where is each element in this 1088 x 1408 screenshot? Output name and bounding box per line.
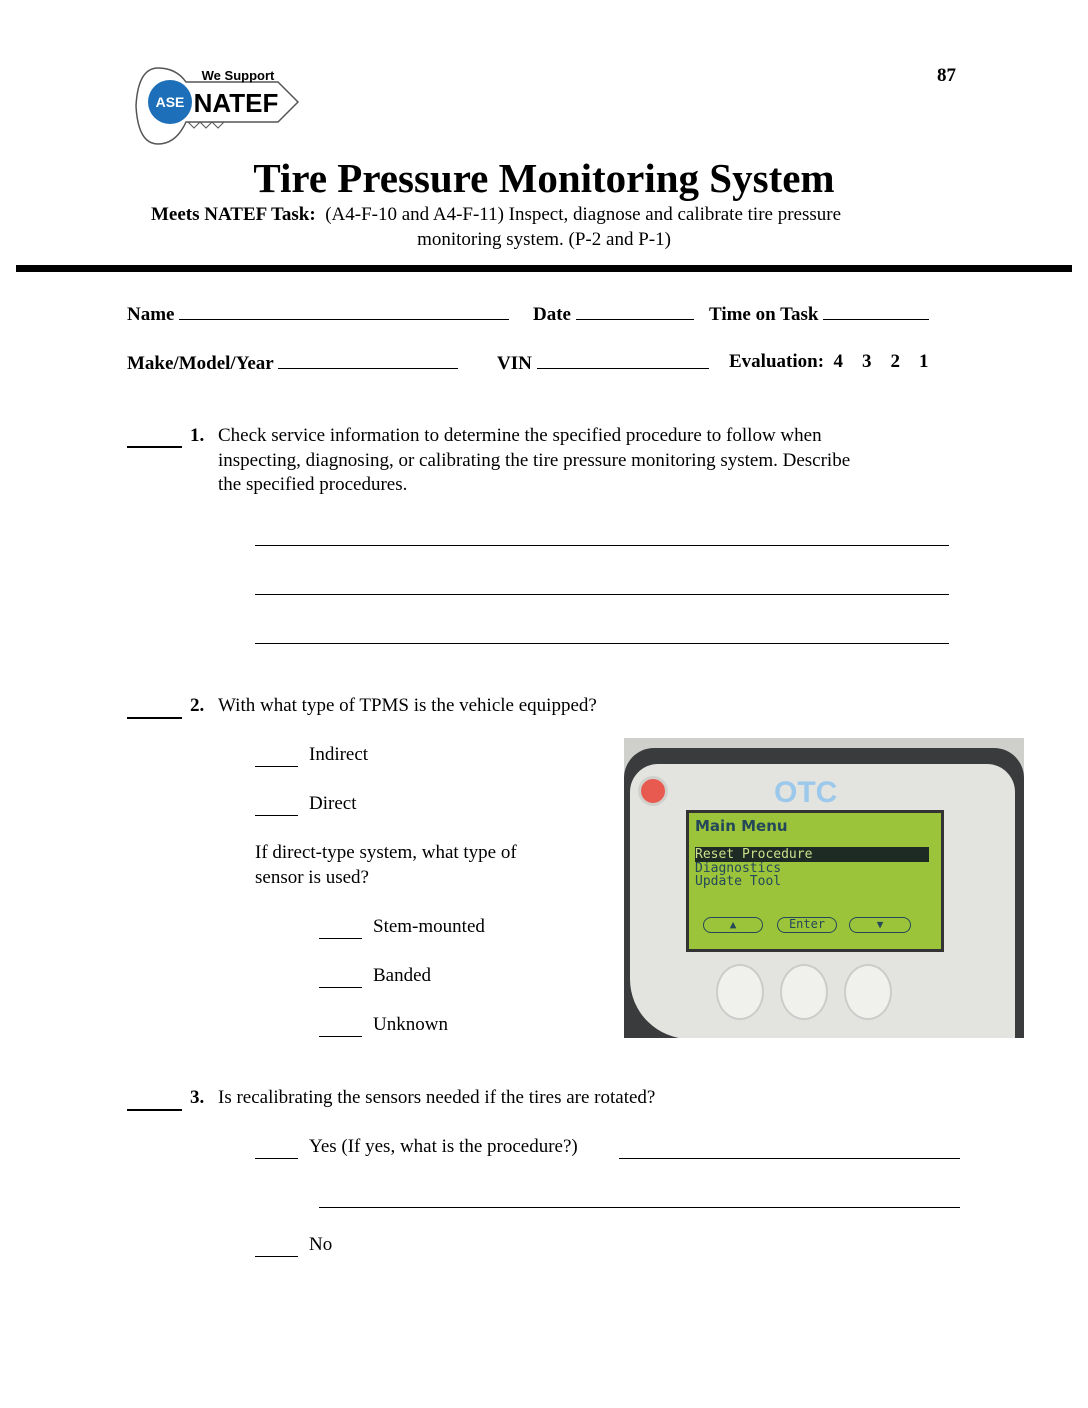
score-4[interactable]: 4: [833, 351, 844, 372]
vin-label: VIN: [497, 353, 532, 374]
q1-check-blank[interactable]: [127, 446, 182, 448]
make-label: Make/Model/Year: [127, 353, 274, 374]
name-field[interactable]: [179, 302, 509, 320]
date-field[interactable]: [576, 302, 694, 320]
stem-blank[interactable]: [319, 938, 362, 939]
divider: [16, 265, 1072, 272]
brand-logo: OTC: [774, 776, 838, 809]
indirect-blank[interactable]: [255, 766, 298, 767]
option-stem-mounted: Stem-mounted: [373, 916, 485, 937]
screen-title: Main Menu: [695, 817, 788, 835]
svg-text:We Support: We Support: [201, 68, 275, 83]
make-field[interactable]: [278, 351, 458, 369]
q2-check-blank[interactable]: [127, 717, 182, 719]
menu-item-reset: Reset Procedure: [695, 847, 929, 862]
yes-blank[interactable]: [255, 1158, 298, 1159]
svg-text:NATEF: NATEF: [193, 88, 279, 118]
hardkey-button: [716, 964, 764, 1020]
q1-answer-line[interactable]: [255, 594, 949, 595]
natef-logo: [128, 58, 304, 154]
followup-text: If direct-type system, what type of: [255, 842, 517, 863]
q1-answer-line[interactable]: [255, 545, 949, 546]
enter-softkey: Enter: [777, 917, 837, 933]
down-arrow-icon: ▼: [849, 917, 911, 933]
followup-text: sensor is used?: [255, 867, 369, 888]
unknown-blank[interactable]: [319, 1036, 362, 1037]
score-2[interactable]: 2: [890, 351, 901, 372]
tpms-tool-photo: [624, 738, 1024, 1038]
time-field[interactable]: [823, 302, 929, 320]
q1-text: the specified procedures.: [218, 474, 408, 495]
task-text: (A4-F-10 and A4-F-11) Inspect, diagnose and calibrate tire pressure: [325, 204, 842, 225]
option-direct: Direct: [309, 793, 357, 814]
direct-blank[interactable]: [255, 815, 298, 816]
option-yes: Yes (If yes, what is the procedure?): [309, 1136, 578, 1157]
option-indirect: Indirect: [309, 744, 369, 765]
banded-blank[interactable]: [319, 987, 362, 988]
evaluation-label: Evaluation:: [729, 351, 825, 372]
menu-item-diagnostics: Diagnostics: [695, 861, 782, 876]
hardkey-button: [844, 964, 892, 1020]
option-banded: Banded: [373, 965, 432, 986]
q2-number: 2.: [190, 695, 205, 716]
task-text-2: monitoring system. (P-2 and P-1): [417, 229, 671, 250]
page-number: 87: [937, 65, 956, 86]
q3-check-blank[interactable]: [127, 1109, 182, 1111]
score-3[interactable]: 3: [862, 351, 872, 372]
option-no: No: [309, 1234, 333, 1255]
option-unknown: Unknown: [373, 1014, 448, 1035]
q1-text: inspecting, diagnosing, or calibrating the tire pressure monitoring system. Describe: [218, 450, 851, 471]
name-label: Name: [127, 304, 175, 325]
hardkey-button: [780, 964, 828, 1020]
score-1[interactable]: 1: [919, 351, 929, 372]
no-blank[interactable]: [255, 1256, 298, 1257]
q1-text: Check service information to determine the specified procedure to follow when: [218, 425, 822, 446]
up-arrow-icon: ▲: [703, 917, 763, 933]
date-label: Date: [533, 304, 571, 325]
time-label: Time on Task: [709, 304, 819, 325]
page-title: Tire Pressure Monitoring System: [253, 155, 835, 201]
task-label: Meets NATEF Task:: [151, 204, 316, 225]
q2-text: With what type of TPMS is the vehicle equipped?: [218, 695, 597, 716]
procedure-answer-line[interactable]: [319, 1207, 960, 1208]
menu-item-update: Update Tool: [695, 874, 782, 889]
svg-text:ASE: ASE: [155, 94, 185, 110]
q1-answer-line[interactable]: [255, 643, 949, 644]
q3-text: Is recalibrating the sensors needed if the tires are rotated?: [218, 1087, 656, 1108]
vin-field[interactable]: [537, 351, 709, 369]
procedure-answer-line[interactable]: [619, 1158, 960, 1159]
q3-number: 3.: [190, 1087, 205, 1108]
q1-number: 1.: [190, 425, 205, 446]
power-icon: [638, 776, 668, 806]
